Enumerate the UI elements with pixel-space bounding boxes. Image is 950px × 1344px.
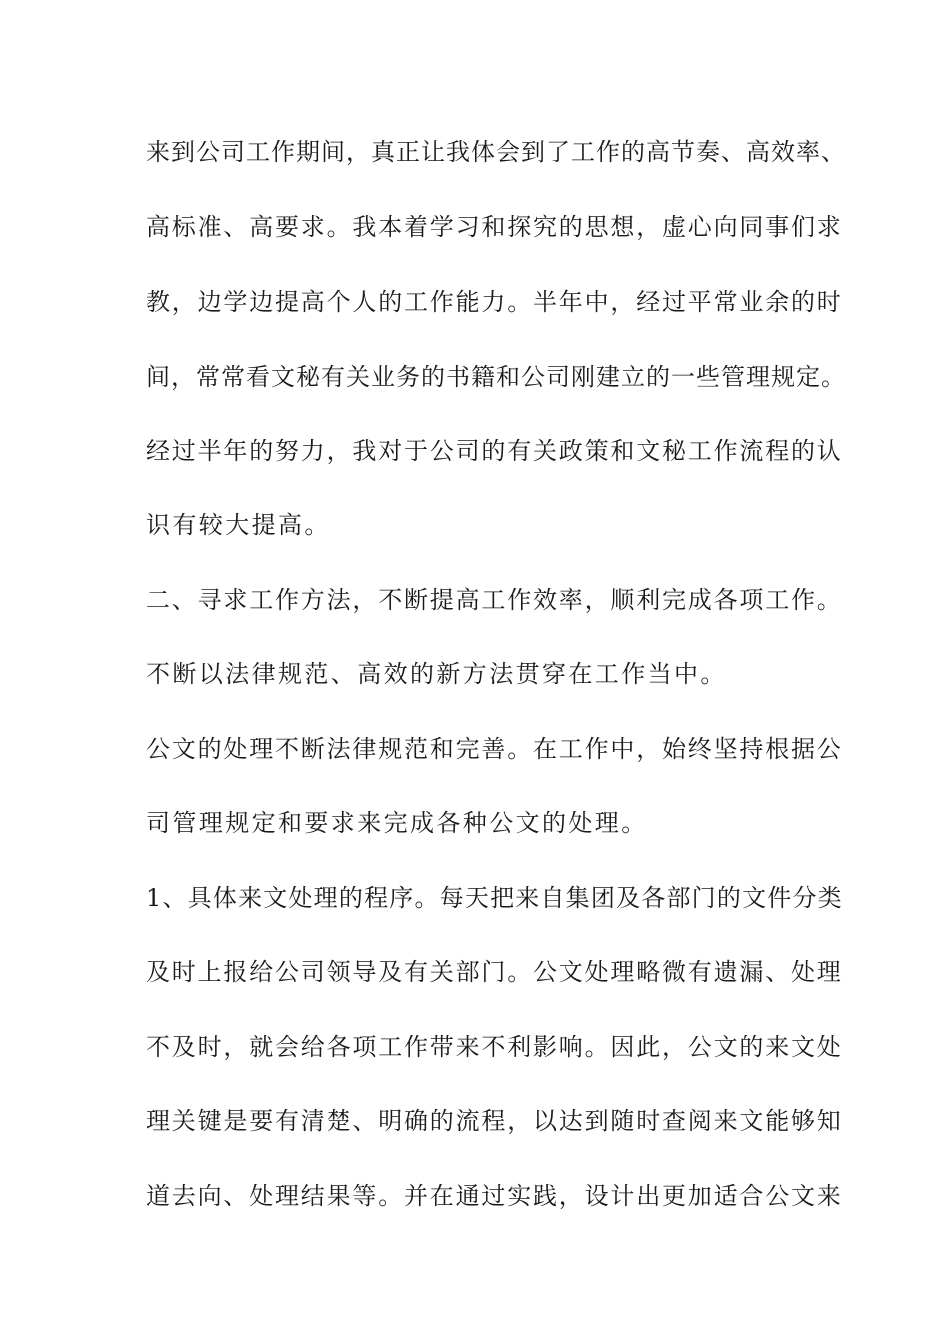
paragraph-line: 不及时，就会给各项工作带来不利影响。因此，公文的来文处 [146, 1033, 843, 1061]
paragraph-line: 高标准、高要求。我本着学习和探究的思想，虚心向同事们求 [146, 213, 843, 241]
paragraph-line: 教，边学边提高个人的工作能力。半年中，经过平常业余的时 [146, 288, 843, 316]
section-heading: 二、寻求工作方法，不断提高工作效率，顺利完成各项工作。 [146, 586, 843, 614]
paragraph-line: 间，常常看文秘有关业务的书籍和公司刚建立的一些管理规定。 [146, 363, 846, 391]
paragraph-line: 识有较大提高。 [146, 511, 331, 539]
paragraph-line: 来到公司工作期间，真正让我体会到了工作的高节奏、高效率、 [146, 138, 846, 166]
paragraph-line: 理关键是要有清楚、明确的流程，以达到随时查阅来文能够知 [146, 1107, 843, 1135]
paragraph-line: 司管理规定和要求来完成各种公文的处理。 [146, 809, 648, 837]
paragraph-line: 经过半年的努力，我对于公司的有关政策和文秘工作流程的认 [146, 437, 843, 465]
paragraph-line: 道去向、处理结果等。并在通过实践，设计出更加适合公文来 [146, 1182, 843, 1210]
paragraph-line: 1、具体来文处理的程序。每天把来自集团及各部门的文件分类 [146, 884, 843, 912]
paragraph-line: 不断以法律规范、高效的新方法贯穿在工作当中。 [146, 660, 727, 688]
paragraph-line: 公文的处理不断法律规范和完善。在工作中，始终坚持根据公 [146, 735, 843, 763]
paragraph-line: 及时上报给公司领导及有关部门。公文处理略微有遗漏、处理 [146, 958, 843, 986]
